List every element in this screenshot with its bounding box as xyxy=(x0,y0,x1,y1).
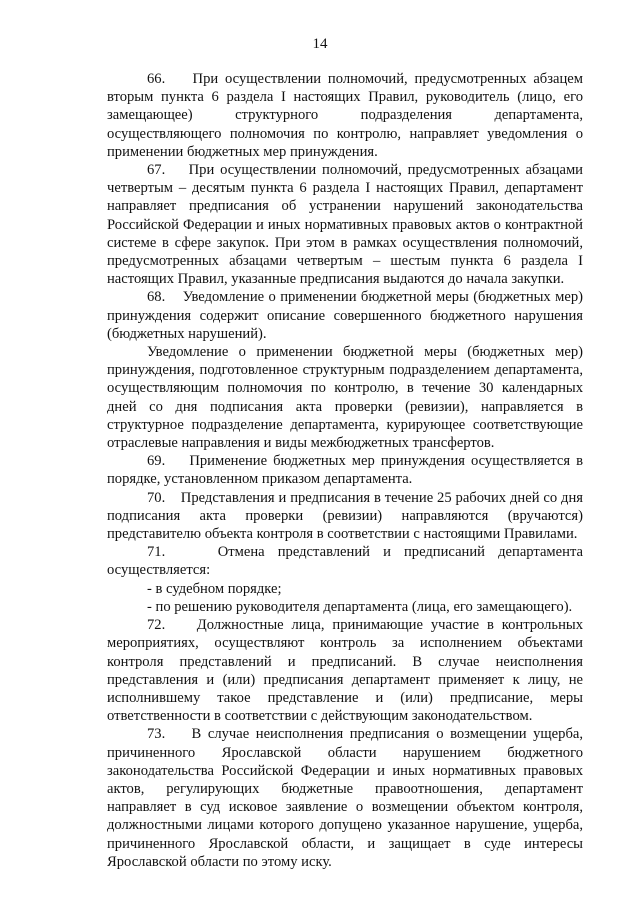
list-item-court: - в судебном порядке; xyxy=(147,580,282,597)
paragraph-72: 72. Должностные лица, принимающие участие в контрольных мероприятиях, осуществляют контроль за исполнением объектами контроля представлений и предписаний. В случае неисполнения представления и (или) предписания департамент применяет к лицу, не исполнившему такое представление и (или) предписание, меры ответственности в соответствии с действующим законодательством. xyxy=(107,617,583,725)
paragraph-68: 68. Уведомление о применении бюджетной меры (бюджетных мер) принуждения содержит описание совершенного бюджетного нарушения (бюджетных нарушений). xyxy=(107,289,583,342)
paragraph-73: 73. В случае неисполнения предписания о возмещении ущерба, причиненного Ярославской области нарушением бюджетного законодательства Российской Федерации и иных нормативных правовых актов, регулирующих бюджетные правоотношения, департамент направляет в суд исковое заявление о возмещении объектом контроля, должностными лицами которого допущено указанное нарушение, ущерба, причиненного Ярославской области, и защищает в суде интересы Ярославской области по этому иску. xyxy=(107,726,583,870)
paragraph-66: 66. При осуществлении полномочий, предусмотренных абзацем вторым пункта 6 раздела I настоящих Правил, руководитель (лицо, его замещающее) структурного подразделения департамента, осуществляющего полномочия по контролю, направляет уведомления о применении бюджетных мер принуждения. xyxy=(107,71,583,160)
list-item-head-decision: - по решению руководителя департамента (лица, его замещающего). xyxy=(147,598,573,615)
paragraph-71: 71. Отмена представлений и предписаний департамента осуществляется: xyxy=(107,544,583,579)
paragraph-70: 70. Представления и предписания в течение 25 рабочих дней со дня подписания акта проверки (ревизии) направляются (вручаются) представителю объекта контроля в соответствии с настоящими Правилами. xyxy=(107,489,583,543)
paragraph-69: 69. Применение бюджетных мер принуждения осуществляется в порядке, установленном приказом департамента. xyxy=(107,453,583,488)
page-number: 14 xyxy=(312,36,328,52)
document-body xyxy=(107,70,583,871)
paragraph-67: 67. При осуществлении полномочий, предусмотренных абзацами четвертым – десятым пункта 6 раздела I настоящих Правил, департамент направляет предписания об устранении нарушений законодательства Российской Федерации и иных нормативных правовых актов о контрактной системе в сфере закупок. При этом в рамках осуществления полномочий, предусмотренных абзацами четвертым – шестым пункта 6 раздела I настоящих Правил, указанные предписания выдаются до начала закупки. xyxy=(107,162,583,288)
paragraph-68-notice: Уведомление о применении бюджетной меры (бюджетных мер) принуждения, подготовленное структурным подразделением департамента, осуществляющим полномочия по контролю, в течение 30 календарных дней со дня подписания акта проверки (ревизии), направляется в структурное подразделение департамента, курирующее соответствующие отраслевые направления и виды межбюджетных трансфертов. xyxy=(107,344,583,452)
